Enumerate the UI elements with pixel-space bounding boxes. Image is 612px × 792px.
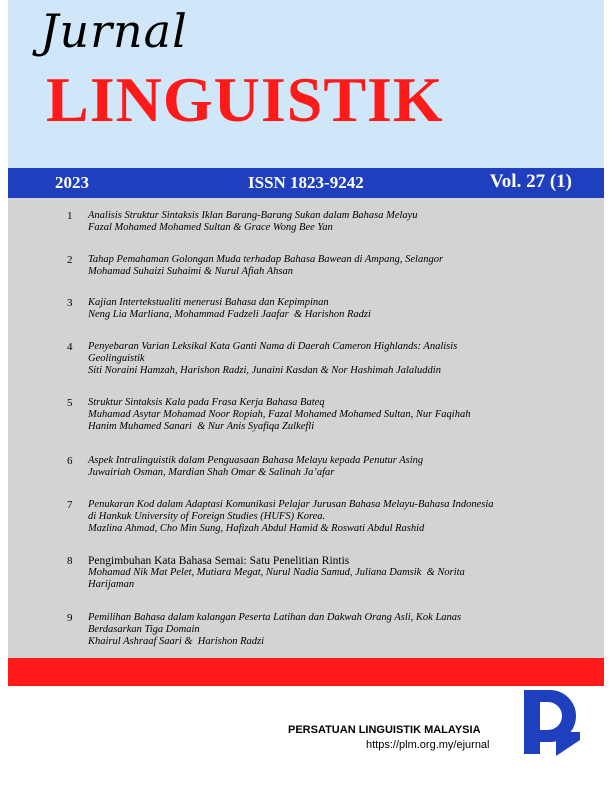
article-title: Penukaran Kod dalam Adaptasi Komunikasi Pelajar Jurusan Bahasa Melayu-Bahasa Indonesia di Hankuk University of Foreign Studies (HUFS) Korea. — [88, 499, 494, 522]
article-title: Pengimbuhan Kata Bahasa Semai: Satu Penelitian Rintis — [88, 555, 350, 567]
article-authors: Muhamad Asytar Mohamad Noor Ropiah, Fazal Mohamed Mohamed Sultan, Nur Faqihah Hanim Muhamed Sanari & Nur Anis Syafiqa Zulkefli — [88, 409, 471, 432]
article-authors: Mohamad Nik Mat Pelet, Mutiara Megat, Nurul Nadia Samud, Juliana Damsik & Norita Harijaman — [88, 567, 465, 590]
article-authors: Mohamad Suhaizi Suhaimi & Nurul Afiah Ahsan — [88, 266, 293, 277]
article-number: 1 — [67, 210, 73, 222]
publisher-url[interactable]: https://plm.org.my/ejurnal — [366, 739, 490, 751]
issn-label: ISSN 1823-9242 — [248, 173, 364, 192]
plm-logo-icon — [514, 688, 580, 756]
article-number: 7 — [67, 499, 73, 511]
publisher-name: PERSATUAN LINGUISTIK MALAYSIA — [288, 724, 481, 736]
info-bar — [8, 168, 604, 198]
article-title: Pemilihan Bahasa dalam kalangan Peserta Latihan dan Dakwah Orang Asli, Kok Lanas Berdasarkan Tiga Domain — [88, 612, 462, 635]
article-authors: Mazlina Ahmad, Cho Min Sung, Hafizah Abdul Hamid & Roswati Abdul Rashid — [88, 523, 425, 534]
article-number: 4 — [67, 341, 73, 353]
article-number: 6 — [67, 455, 73, 467]
journal-title-main: LINGUISTIK — [46, 64, 444, 135]
masthead — [8, 0, 604, 168]
article-number: 9 — [67, 612, 73, 624]
article-number: 3 — [67, 297, 73, 309]
article-title: Analisis Struktur Sintaksis Iklan Barang-Barang Sukan dalam Bahasa Melayu — [88, 210, 418, 221]
journal-cover — [8, 0, 604, 792]
journal-title-script: Jurnal — [40, 4, 188, 58]
article-authors: Fazal Mohamed Mohamed Sultan & Grace Wong Bee Yan — [88, 222, 333, 233]
article-title: Penyebaran Varian Leksikal Kata Ganti Nama di Daerah Cameron Highlands: Analisis Geolinguistik — [88, 341, 458, 364]
red-divider-bar — [8, 658, 604, 686]
year-label: 2023 — [55, 173, 89, 192]
article-authors: Neng Lia Marliana, Mohammad Fadzeli Jaafar & Harishon Radzi — [88, 309, 371, 320]
article-authors: Khairul Ashraaf Saari & Harishon Radzi — [88, 636, 264, 647]
article-title: Tahap Pemahaman Golongan Muda terhadap Bahasa Bawean di Ampang, Selangor — [88, 254, 444, 265]
article-authors: Siti Noraini Hamzah, Harishon Radzi, Junaini Kasdan & Nor Hashimah Jalaluddin — [88, 365, 441, 376]
article-number: 2 — [67, 254, 73, 266]
article-number: 5 — [67, 397, 73, 409]
table-of-contents — [8, 198, 604, 658]
article-title: Struktur Sintaksis Kala pada Frasa Kerja Bahasa Bateq — [88, 397, 325, 408]
article-number: 8 — [67, 555, 73, 567]
volume-label: Vol. 27 (1) — [489, 171, 572, 192]
article-authors: Juwairiah Osman, Mardian Shah Omar & Salinah Ja’afar — [88, 467, 335, 478]
article-title: Aspek Intralinguistik dalam Penguasaan Bahasa Melayu kepada Penutur Asing — [88, 455, 424, 466]
article-title: Kajian Intertekstualiti menerusi Bahasa dan Kepimpinan — [88, 297, 329, 308]
